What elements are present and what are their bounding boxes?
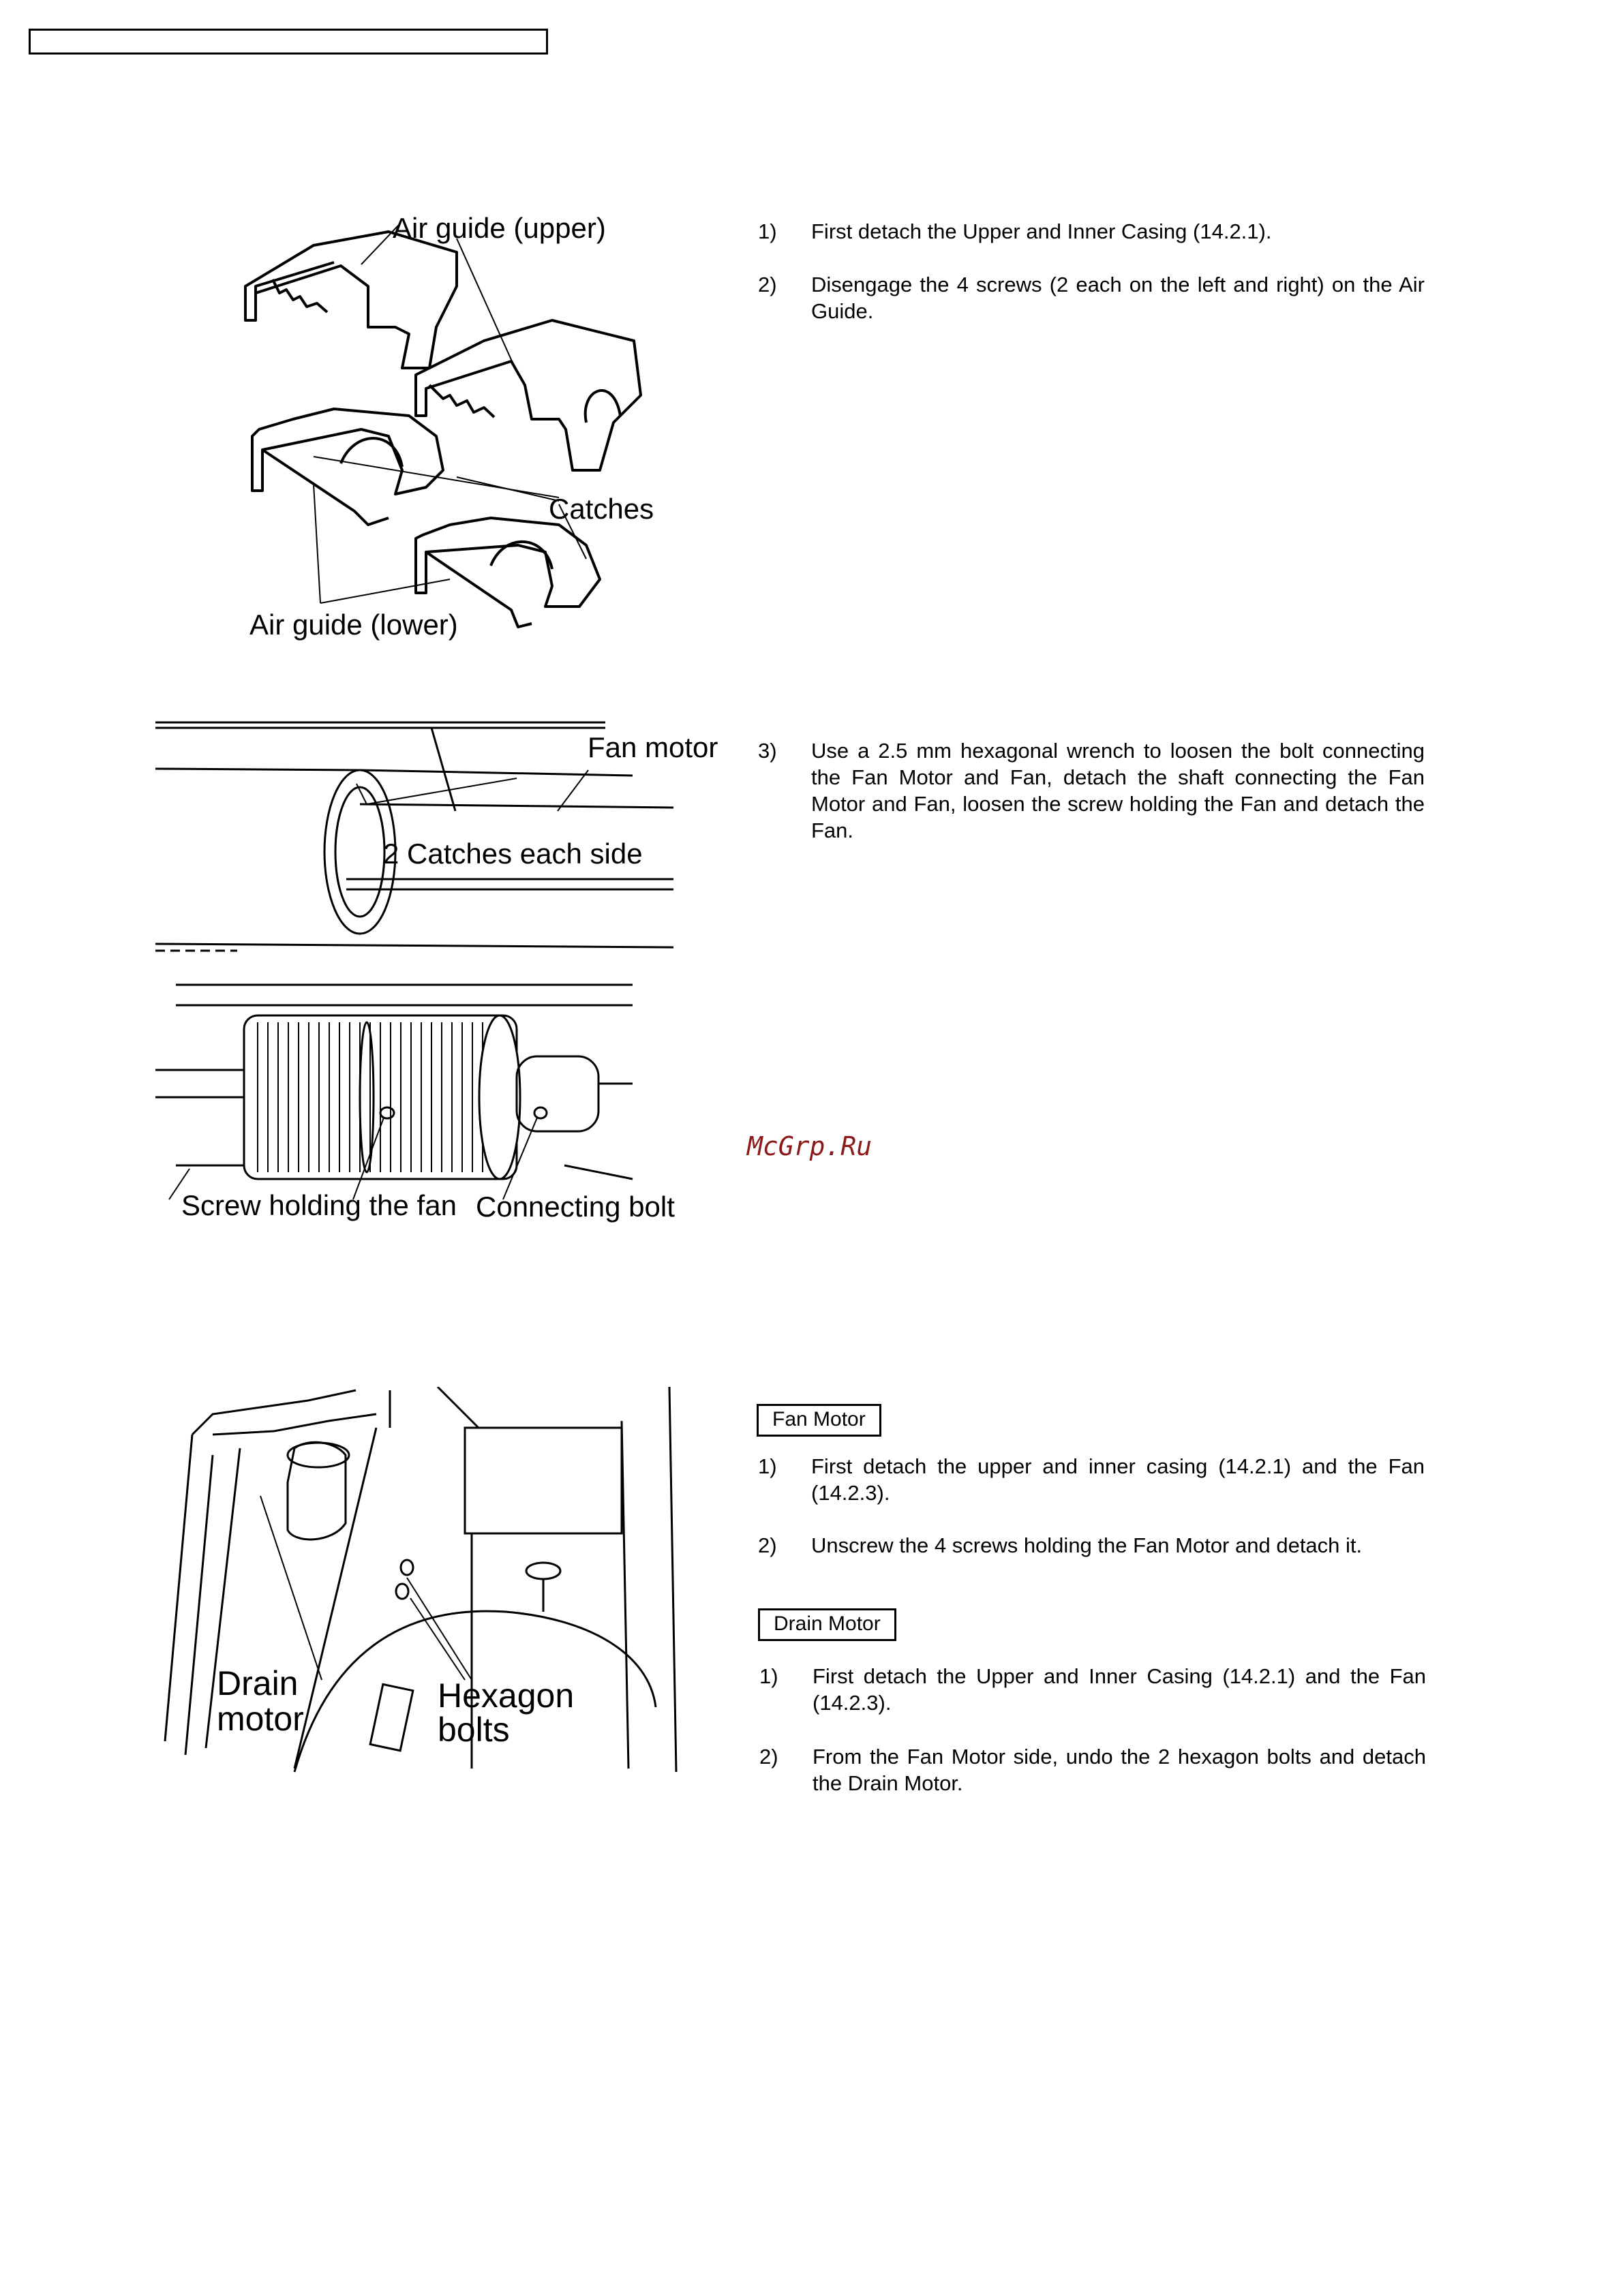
step-3 [758,737,1426,846]
fan-motor-title: Fan Motor [757,1404,881,1437]
label-fan-motor: Fan motor [588,731,718,763]
label-hexagon: Hexagon [438,1677,575,1715]
step-number: 2) [758,1533,777,1557]
step-1 [758,218,1426,245]
fan-motor-diagram [155,716,714,1213]
step-number: 2) [759,1745,778,1769]
step-text: First detach the upper and inner casing (14.2.1) and the Fan (14.2.3). [811,1454,1425,1505]
label-air-guide-lower: Air guide (lower) [249,609,458,641]
step-number: 2) [758,273,777,296]
label-bolts: bolts [438,1711,510,1749]
step-text: Use a 2.5 mm hexagonal wrench to loosen the bolt connecting the Fan Motor and Fan, detach the shaft connecting the Fan Motor and Fan, loosen the screw holding the Fan and detach the Fan. [811,739,1425,842]
step-text: From the Fan Motor side, undo the 2 hexagon bolts and detach the Drain Motor. [813,1745,1426,1795]
label-catches: Catches [549,493,654,525]
step-text: First detach the Upper and Inner Casing (14.2.1). [811,219,1272,243]
header-box [29,29,548,55]
label-connecting-bolt: Connecting bolt [476,1191,675,1223]
watermark: McGrp.Ru [747,1131,873,1161]
label-screw-holding-fan: Screw holding the fan [181,1189,457,1221]
step-number: 1) [758,1454,777,1478]
label-two-catches: 2 Catches each side [383,838,643,870]
label-air-guide-upper: Air guide (upper) [393,212,606,244]
step-text: Disengage the 4 screws (2 each on the left and right) on the Air Guide. [811,273,1425,323]
fan-motor-step-1 [758,1453,1426,1507]
step-number: 1) [758,219,777,243]
step-2 [758,271,1426,326]
label-motor: motor [217,1700,304,1738]
step-number: 3) [758,739,777,763]
drain-motor-step-1 [759,1663,1427,1717]
step-number: 1) [759,1664,778,1688]
step-text: Unscrew the 4 screws holding the Fan Motor and detach it. [811,1533,1363,1557]
drain-motor-diagram [151,1387,690,1813]
fan-motor-step-2 [758,1532,1426,1559]
air-guide-diagram [232,225,668,661]
drain-motor-title: Drain Motor [758,1608,896,1641]
drain-motor-step-2 [759,1743,1427,1798]
step-text: First detach the Upper and Inner Casing (14.2.1) and the Fan (14.2.3). [813,1664,1426,1715]
label-drain: Drain [217,1664,299,1702]
